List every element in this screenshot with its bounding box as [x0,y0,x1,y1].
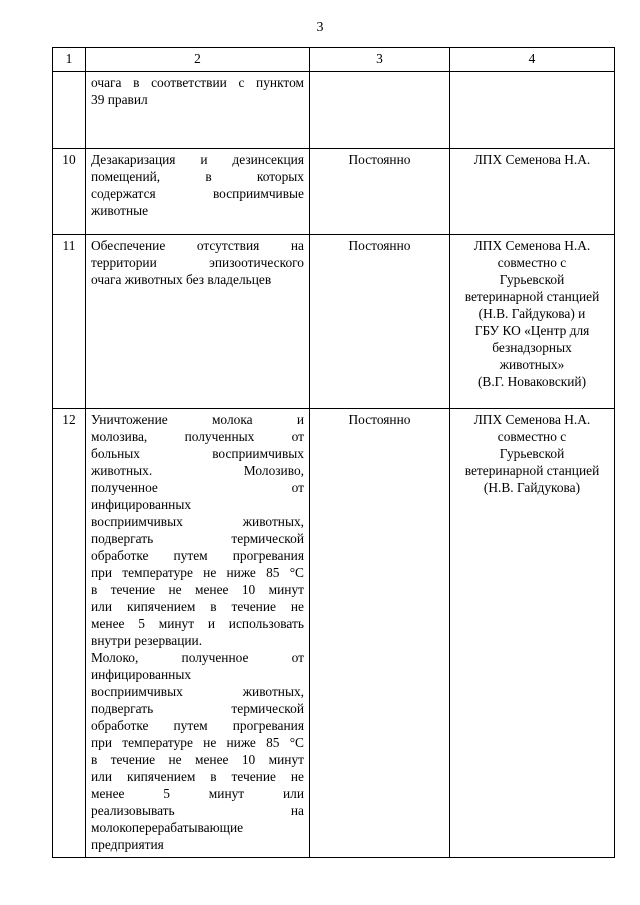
table-row [53,72,615,149]
table-header-row [53,48,615,72]
executor-line: Гурьевской [499,272,565,287]
row-term: Постоянно [310,149,450,235]
description-line: при температуре не ниже 85 °С [91,565,304,580]
executor-line: совместно с [497,429,567,444]
description-line: реализовывать на [91,803,304,818]
description-line: внутри резервации. [91,633,203,648]
description-line: животные [91,203,149,218]
description-line: очага в соответствии с пунктом [91,75,304,90]
executor-line: ЛПХ Семенова Н.А. [473,412,591,427]
row-term: Постоянно [310,235,450,409]
column-header: 2 [86,48,310,72]
description-line: или кипячением в течение не [91,769,304,784]
description-line: инфицированных [91,667,192,682]
description-line: подвергать термической [91,701,304,716]
executor-line: (Н.В. Гайдукова) [483,480,581,495]
executor-line: (В.Г. Новаковский) [477,374,587,389]
executor-line: ветеринарной станцией [464,463,600,478]
description-line: животных. Молозиво, [91,463,304,478]
description-line: Обеспечение отсутствия на [91,238,304,253]
executor-line: безнадзорных [492,340,572,355]
row-number: 10 [53,149,86,235]
description-line: помещений, в которых [91,169,304,184]
row-term [310,72,450,149]
description-line: очага животных без владельцев [91,272,272,287]
row-description [86,72,310,149]
description-line: Уничтожение молока и [91,412,304,427]
row-executor [450,409,615,858]
executor-line: ЛПХ Семенова Н.А. [473,238,591,253]
executor-line: ЛПХ Семенова Н.А. [473,152,591,167]
table-row [53,149,615,235]
description-line: 39 правил [91,92,148,107]
description-line: больных восприимчивых [91,446,304,461]
row-number: 12 [53,409,86,858]
column-header: 1 [53,48,86,72]
executor-line: животных» [499,357,565,372]
description-line: предприятия [91,837,164,852]
description-line: территории эпизоотического [91,255,304,270]
executor-line: (Н.В. Гайдукова) и [478,306,586,321]
description-line: молозива, полученных от [91,429,304,444]
row-description [86,235,310,409]
executor-line: Гурьевской [499,446,565,461]
row-number [53,72,86,149]
description-line: Дезакаризация и дезинсекция [91,152,304,167]
description-line: при температуре не ниже 85 °С [91,735,304,750]
row-number: 11 [53,235,86,409]
row-description [86,149,310,235]
description-line: содержатся восприимчивые [91,186,304,201]
page-number: 3 [316,20,324,35]
description-line: менее 5 минут или [91,786,304,801]
executor-line: ветеринарной станцией [464,289,600,304]
description-line: молокоперерабатывающие [91,820,244,835]
description-line: в течение не менее 10 минут [91,582,304,597]
measures-table [52,47,615,858]
description-line: полученное от [91,480,304,495]
row-executor [450,72,615,149]
column-header: 3 [310,48,450,72]
column-header: 4 [450,48,615,72]
executor-line: ГБУ КО «Центр для [474,323,590,338]
description-line: инфицированных [91,497,192,512]
row-term: Постоянно [310,409,450,858]
row-executor [450,235,615,409]
table-row [53,235,615,409]
description-line: в течение не менее 10 минут [91,752,304,767]
table-row [53,409,615,858]
description-line: менее 5 минут и использовать [91,616,304,631]
description-line: восприимчивых животных, [91,684,304,699]
row-description [86,409,310,858]
description-line: Молоко, полученное от [91,650,304,665]
description-line: восприимчивых животных, [91,514,304,529]
description-line: обработке путем прогревания [91,548,304,563]
executor-line: совместно с [497,255,567,270]
description-line: подвергать термической [91,531,304,546]
description-line: обработке путем прогревания [91,718,304,733]
description-line: или кипячением в течение не [91,599,304,614]
row-executor [450,149,615,235]
